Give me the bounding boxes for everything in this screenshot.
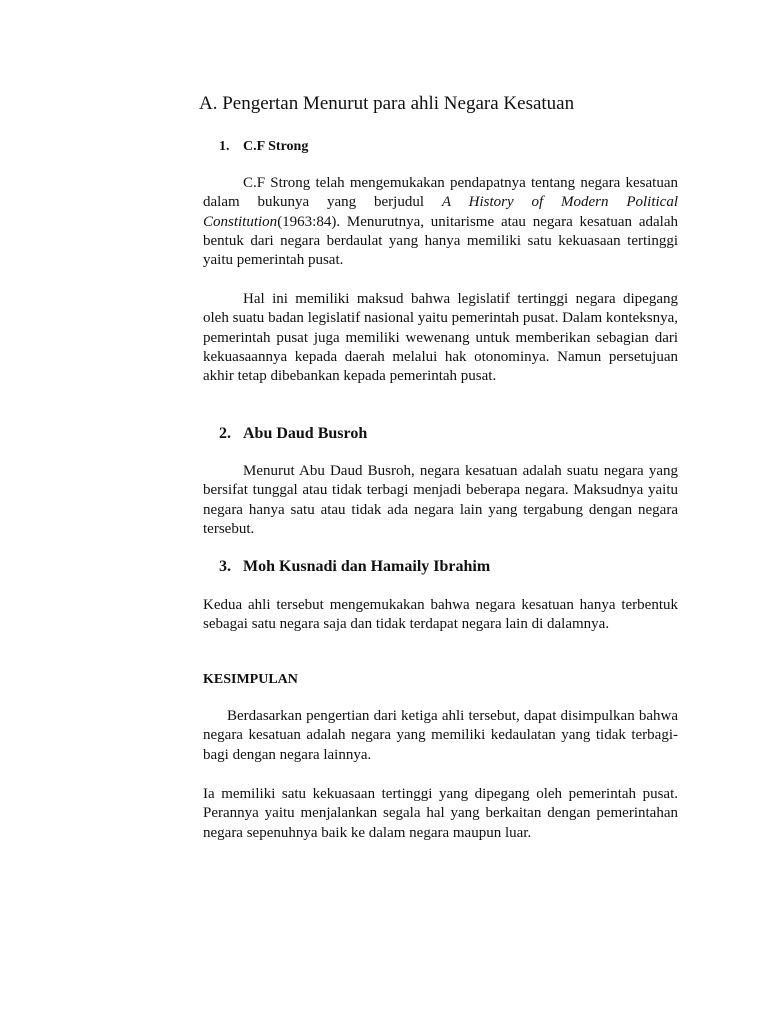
paragraph-abu-daud-busroh: Menurut Abu Daud Busroh, negara kesatuan adalah suatu negara yang bersifat tunggal atau tidak terbagi menjadi beberapa negara. Maksudnya yaitu negara hanya satu atau tidak ada negara lain yang tergabung dengan negara tersebut. xyxy=(203,463,678,537)
paragraph-cf-strong-1 xyxy=(203,174,678,270)
paragraph-text: untuk memberikan sebagian dari kekuasaannya kepada daerah melalui hak otonominya. Namun persetujuan akhir tetap dibebankan kepada pemerintah pusat. xyxy=(203,329,679,385)
section-heading-text: Moh Kusnadi dan Hamaily Ibrahim xyxy=(243,558,491,575)
section-heading-cf-strong xyxy=(219,138,308,156)
book-title: A History of Modern Political Constitution xyxy=(203,194,678,230)
section-number: 2. xyxy=(219,425,231,442)
paragraph-text: C.F Strong telah mengemukakan pendapatnya tentang negara kesatuan dalam bukunya yang berjudul xyxy=(203,175,678,211)
section-number: 3. xyxy=(219,558,231,575)
section-heading-text: C.F Strong xyxy=(243,139,309,154)
paragraph-cf-strong-2 xyxy=(203,290,678,386)
conclusion-paragraph-1: Berdasarkan pengertian dari ketiga ahli tersebut, dapat disimpulkan bahwa negara kesatuan adalah negara yang memiliki kedaulatan yang tidak terbagi-bagi dengan negara lainnya. xyxy=(203,708,678,763)
page-title: A. Pengertan Menurut para ahli Negara Kesatuan xyxy=(199,93,575,114)
conclusion-heading: KESIMPULAN xyxy=(203,672,298,687)
paragraph-text: Hal ini memiliki maksud bahwa legislatif tertinggi negara dipegang oleh suatu badan legislatif nasional yaitu pemerintah pusat. Dalam konteksnya, pemerintah pusat juga memiliki wewenang xyxy=(203,291,678,346)
paragraph-moh-kusnadi: Kedua ahli tersebut mengemukakan bahwa negara kesatuan hanya terbentuk sebagai satu negara saja dan tidak terdapat negara lain di dalamnya. xyxy=(203,597,678,633)
section-heading-moh-kusnadi xyxy=(219,557,490,577)
section-number: 1. xyxy=(219,139,230,154)
paragraph-text: (1963:84). Menurutnya, unitarisme atau negara kesatuan adalah bentuk dari negara berdaulat yang hanya memiliki satu kekuasaan tertinggi yaitu pemerintah pusat. xyxy=(203,213,678,269)
conclusion-paragraph-2: Ia memiliki satu kekuasaan tertinggi yang dipegang oleh pemerintah pusat. Perannya yaitu menjalankan segala hal yang berkaitan dengan pemerintahan negara sepenuhnya baik ke dalam negara maupun luar. xyxy=(203,786,678,841)
section-heading-text: Abu Daud Busroh xyxy=(243,425,368,442)
section-heading-abu-daud-busroh xyxy=(219,424,367,444)
